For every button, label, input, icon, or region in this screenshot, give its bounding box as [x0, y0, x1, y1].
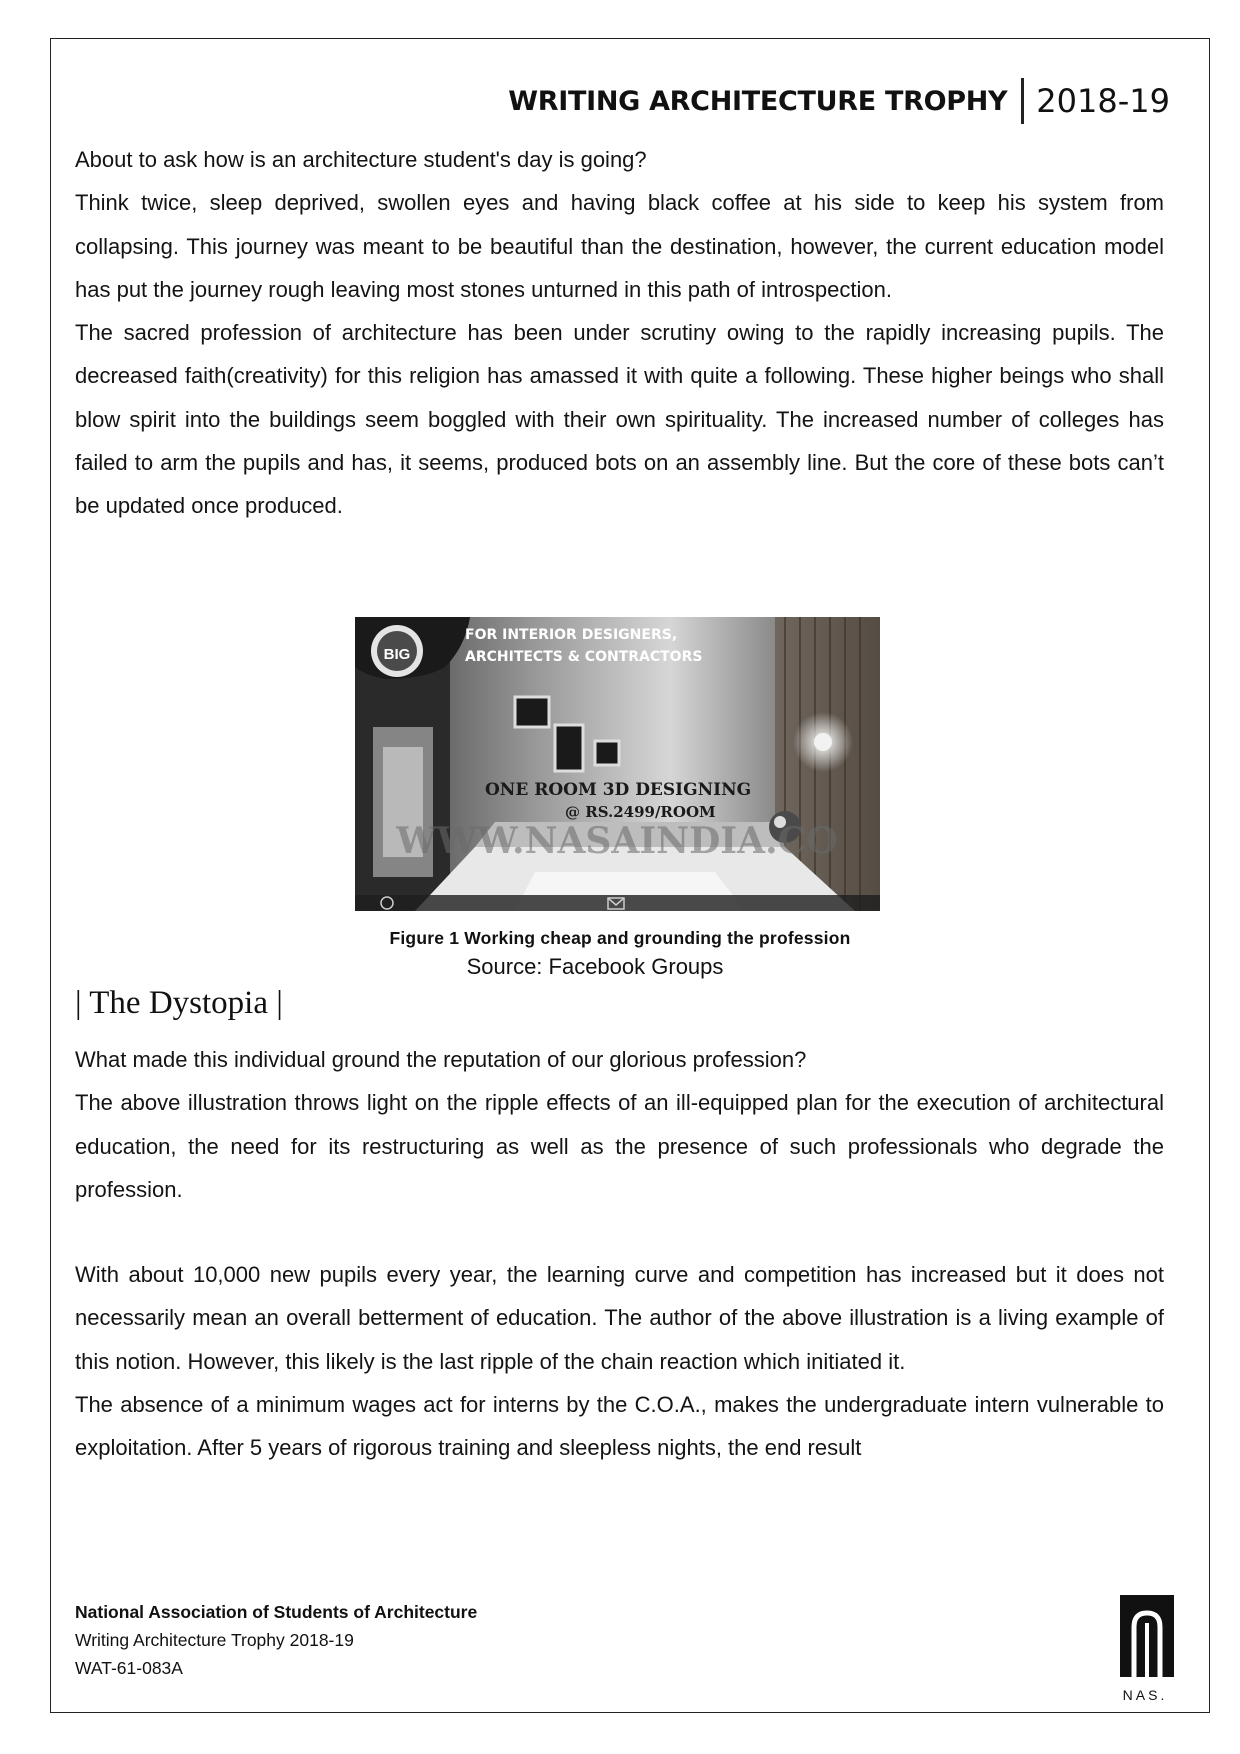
- page-header: [508, 78, 1170, 124]
- figure-caption: Figure 1 Working cheap and grounding the profession: [389, 928, 851, 948]
- figure-badge: BIG: [383, 646, 411, 663]
- paragraph: Think twice, sleep deprived, swollen eyes and having black coffee at his side to keep his system from collapsing. This journey was meant to be beautiful than the destination, however, the current education model has put the journey rough leaving most stones unturned in this path of introspection.: [75, 190, 1164, 302]
- figure-headline-1: FOR INTERIOR DESIGNERS,: [465, 627, 678, 643]
- paragraph: The absence of a minimum wages act for interns by the C.O.A., makes the undergraduate intern vulnerable to exploitation. After 5 years of rigorous training and sleepless nights, the end result: [75, 1391, 1164, 1461]
- intro-section: [75, 138, 1164, 528]
- figure-offer-1: ONE ROOM 3D DESIGNING: [485, 780, 752, 800]
- footer-org: National Association of Students of Architecture: [75, 1602, 478, 1622]
- figure-headline-2: ARCHITECTS & CONTRACTORS: [465, 649, 703, 665]
- figure-image: [355, 617, 880, 911]
- figure-watermark: WWW.NASAINDIA.CO: [396, 820, 838, 862]
- header-divider: [1021, 78, 1024, 124]
- header-title: WRITING ARCHITECTURE TROPHY: [508, 85, 1008, 117]
- footer-line: Writing Architecture Trophy 2018-19: [75, 1630, 354, 1650]
- nasa-logo: [1112, 1593, 1182, 1703]
- dystopia-section: [75, 1038, 1164, 1211]
- paragraph: With about 10,000 new pupils every year, the learning curve and competition has increased but it does not necessarily mean an overall betterment of education. The author of the above illustration is a living example of this notion. However, this likely is the last ripple of the chain reaction which initiated it.: [75, 1262, 1164, 1374]
- page-footer: [75, 1598, 477, 1682]
- footer-code: WAT-61-083A: [75, 1658, 183, 1678]
- paragraph: The sacred profession of architecture has been under scrutiny owing to the rapidly increasing pupils. The decreased faith(creativity) for this religion has amassed it with quite a following. These higher beings who shall blow spirit into the buildings seem boggled with their own spirituality. The increased number of colleges has failed to arm the pupils and has, it seems, produced bots on an assembly line. But the core of these bots can’t be updated once produced.: [75, 320, 1164, 519]
- wages-section: [75, 1253, 1164, 1469]
- logo-text: NAS.: [1122, 1687, 1168, 1703]
- header-year: 2018-19: [1036, 82, 1170, 120]
- paragraph: About to ask how is an architecture student's day is going?: [75, 147, 647, 172]
- paragraph: The above illustration throws light on the ripple effects of an ill-equipped plan for the execution of architectural education, the need for its restructuring as well as the presence of such professionals who degrade the profession.: [75, 1090, 1164, 1202]
- section-heading: | The Dystopia |: [75, 985, 283, 1021]
- paragraph: What made this individual ground the reputation of our glorious profession?: [75, 1047, 807, 1072]
- figure-offer-2: @ RS.2499/ROOM: [565, 803, 716, 821]
- figure-source: Source: Facebook Groups: [466, 954, 724, 979]
